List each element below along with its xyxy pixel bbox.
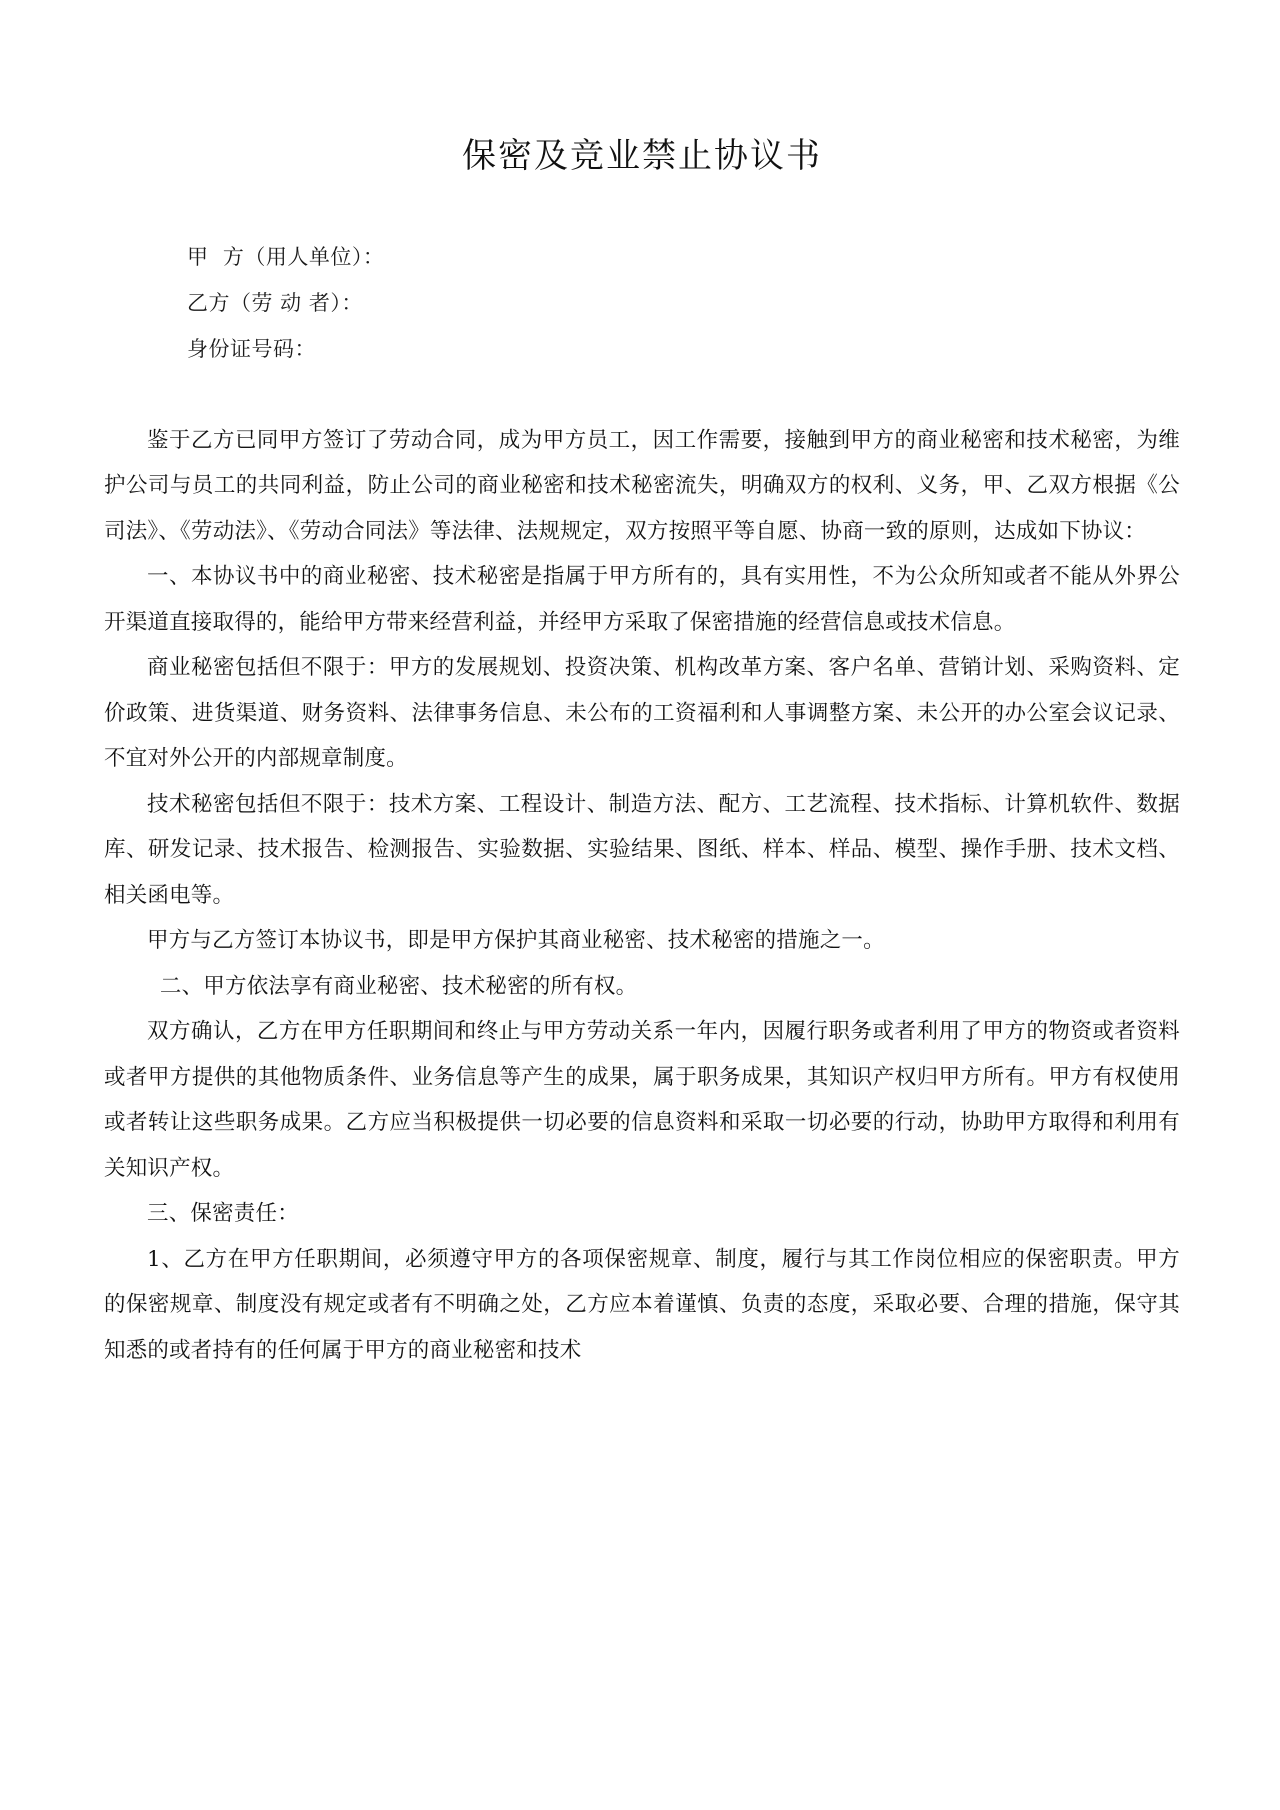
paragraph-clause-2: 二、甲方依法享有商业秘密、技术秘密的所有权。 (159, 973, 638, 999)
paragraph-clause-3: 三、保密责任： (147, 1201, 299, 1227)
paragraph-clause-1-technical: 技术秘密包括但不限于：技术方案、工程设计、制造方法、配方、工艺流程、技术指标、计算机软件、数据库、研发记录、技术报告、检测报告、实验数据、实验结果、图纸、样本、样品、模型、操作手册、技术文档、相关函电等。 (104, 791, 1180, 908)
page-title: 保密及竞业禁止协议书 (462, 136, 822, 176)
paragraph-clause-1-measure: 甲方与乙方签订本协议书，即是甲方保护其商业秘密、技术秘密的措施之一。 (147, 928, 885, 954)
paragraph-clause-1-commercial: 商业秘密包括但不限于：甲方的发展规划、投资决策、机构改革方案、客户名单、营销计划、采购资料、定价政策、进货渠道、财务资料、法律事务信息、未公布的工资福利和人事调整方案、未公开的办公室会议记录、不宜对外公开的内部规章制度。 (104, 655, 1180, 772)
party-field-id-number: 身份证号码： (187, 336, 316, 361)
paragraph-preamble: 鉴于乙方已同甲方签订了劳动合同，成为甲方员工，因工作需要，接触到甲方的商业秘密和技术秘密，为维护公司与员工的共同利益，防止公司的商业秘密和技术秘密流失，明确双方的权利、义务，甲、乙双方根据《公司法》、《劳动法》、《劳动合同法》等法律、法规规定，双方按照平等自愿、协商一致的原则，达成如下协议： (104, 427, 1180, 544)
party-field-party-b: 乙方（劳 动 者）： (187, 290, 363, 315)
paragraph-clause-1: 一、本协议书中的商业秘密、技术秘密是指属于甲方所有的，具有实用性，不为公众所知或者不能从外界公开渠道直接取得的，能给甲方带来经营利益，并经甲方采取了保密措施的经营信息或技术信息。 (104, 564, 1180, 635)
party-field-party-a: 甲 方（用人单位）： (187, 244, 385, 269)
paragraph-clause-2-confirm: 双方确认，乙方在甲方任职期间和终止与甲方劳动关系一年内，因履行职务或者利用了甲方的物资或者资料或者甲方提供的其他物质条件、业务信息等产生的成果，属于职务成果，其知识产权归甲方所有。甲方有权使用或者转让这些职务成果。乙方应当积极提供一切必要的信息资料和采取一切必要的行动，协助甲方取得和利用有关知识产权。 (104, 1019, 1180, 1181)
document-body (104, 418, 1180, 1374)
document-content (104, 0, 1180, 1373)
party-fields-block (104, 234, 1180, 372)
paragraph-clause-3-1: 1、乙方在甲方任职期间，必须遵守甲方的各项保密规章、制度，履行与其工作岗位相应的保密职责。甲方的保密规章、制度没有规定或者有不明确之处，乙方应本着谨慎、负责的态度，采取必要、合理的措施，保守其知悉的或者持有的任何属于甲方的商业秘密和技术 (104, 1246, 1180, 1363)
